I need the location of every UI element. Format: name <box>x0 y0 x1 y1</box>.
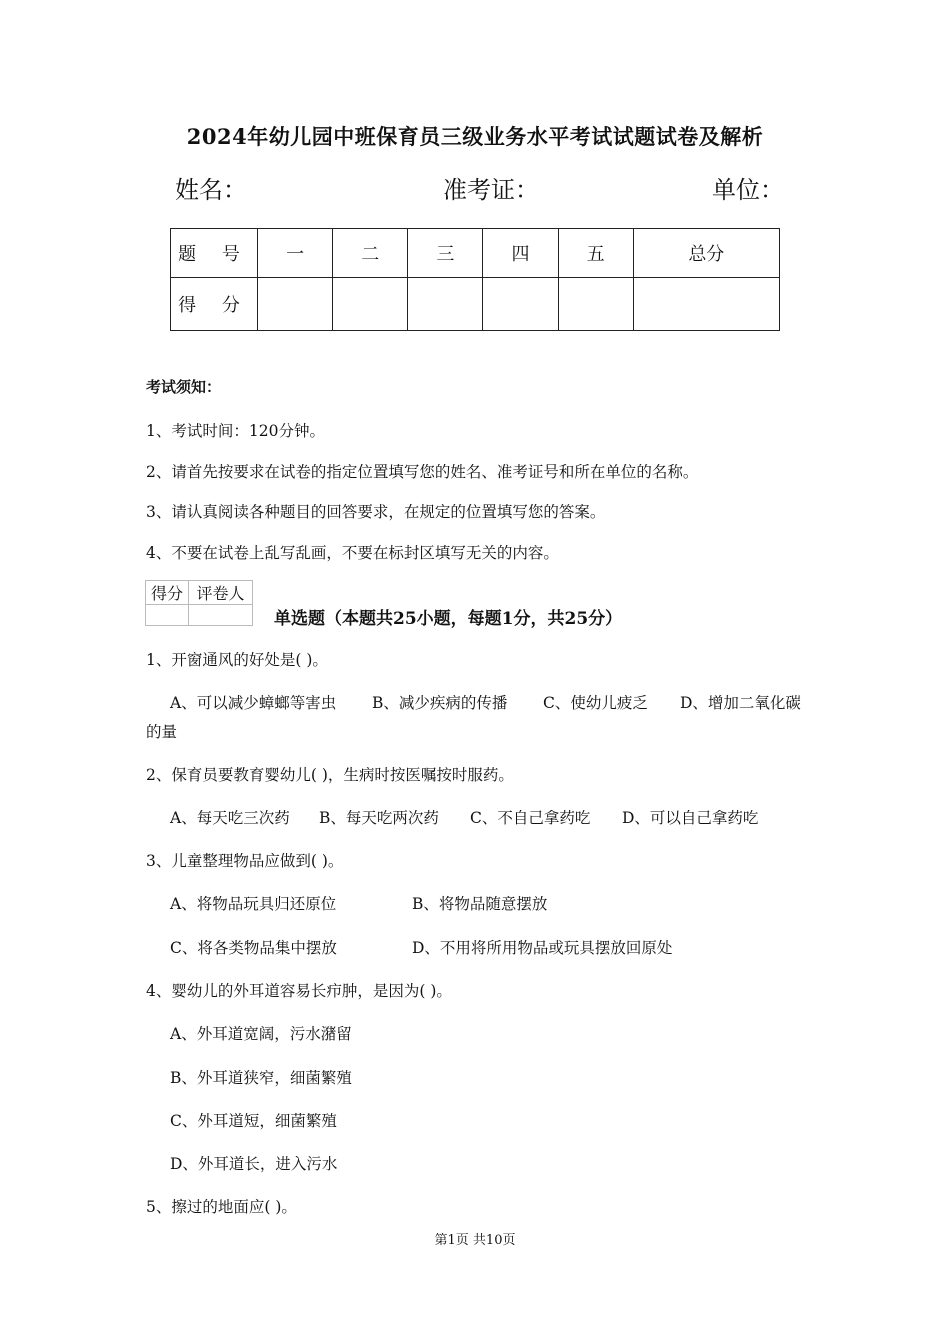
option-d: D、不用将所用物品或玩具摆放回原处 <box>412 939 673 957</box>
score-table-score-row <box>171 278 780 331</box>
option-d: D、外耳道长，进入污水 <box>170 1155 338 1173</box>
score-cell <box>258 278 333 331</box>
section-title: 单选题（本题共25小题，每题1分，共25分） <box>274 609 623 629</box>
name-label: 姓名： <box>175 176 247 204</box>
option-d: D、增加二氧化碳 <box>680 694 801 712</box>
score-cell <box>408 278 483 331</box>
grader-box <box>145 580 253 626</box>
exam-id-label: 准考证： <box>443 176 539 204</box>
page-footer: 第1页 共10页 <box>434 1233 516 1248</box>
grader-score-label: 得分 <box>146 581 189 605</box>
option-c: C、不自己拿药吃 <box>470 809 591 827</box>
notice-item: 1、考试时间：120分钟。 <box>146 422 325 440</box>
notice-heading: 考试须知： <box>146 378 222 396</box>
score-col-2: 二 <box>333 229 408 278</box>
grader-name-label: 评卷人 <box>189 581 253 605</box>
option-c: C、将各类物品集中摆放 <box>170 939 337 957</box>
score-col-total: 总分 <box>633 229 779 278</box>
option-a: A、外耳道宽阔，污水潴留 <box>170 1025 352 1043</box>
option-a: A、可以减少蟑螂等害虫 <box>170 694 337 712</box>
score-cell <box>633 278 779 331</box>
grader-score-cell <box>146 605 189 626</box>
score-col-1: 一 <box>258 229 333 278</box>
notice-item: 3、请认真阅读各种题目的回答要求，在规定的位置填写您的答案。 <box>146 503 606 521</box>
question-stem: 5、擦过的地面应( )。 <box>146 1198 297 1216</box>
option-c: C、使幼儿疲乏 <box>543 694 648 712</box>
score-label: 得 分 <box>171 278 258 331</box>
option-b: B、每天吃两次药 <box>319 809 439 827</box>
grader-name-cell <box>189 605 253 626</box>
option-continuation: 的量 <box>146 723 178 741</box>
unit-label: 单位： <box>712 176 784 204</box>
option-a: A、将物品玩具归还原位 <box>170 895 337 913</box>
score-col-4: 四 <box>483 229 558 278</box>
question-stem: 4、婴幼儿的外耳道容易长疖肿，是因为( )。 <box>146 982 452 1000</box>
option-d: D、可以自己拿药吃 <box>622 809 759 827</box>
question-number-label: 题 号 <box>171 229 258 278</box>
option-b: B、将物品随意摆放 <box>412 895 548 913</box>
option-b: B、减少疾病的传播 <box>372 694 508 712</box>
score-cell <box>483 278 558 331</box>
option-c: C、外耳道短，细菌繁殖 <box>170 1112 337 1130</box>
question-stem: 1、开窗通风的好处是( )。 <box>146 651 328 669</box>
score-table <box>170 228 780 331</box>
option-a: A、每天吃三次药 <box>170 809 290 827</box>
score-cell <box>558 278 633 331</box>
score-col-3: 三 <box>408 229 483 278</box>
score-col-5: 五 <box>558 229 633 278</box>
notice-item: 2、请首先按要求在试卷的指定位置填写您的姓名、准考证号和所在单位的名称。 <box>146 463 699 481</box>
score-cell <box>333 278 408 331</box>
document-title: 2024年幼儿园中班保育员三级业务水平考试试题试卷及解析 <box>186 124 764 149</box>
score-table-header-row <box>171 229 780 278</box>
question-stem: 2、保育员要教育婴幼儿( )，生病时按医嘱按时服药。 <box>146 766 514 784</box>
notice-item: 4、不要在试卷上乱写乱画，不要在标封区填写无关的内容。 <box>146 544 559 562</box>
option-b: B、外耳道狭窄，细菌繁殖 <box>170 1069 352 1087</box>
question-stem: 3、儿童整理物品应做到( )。 <box>146 852 344 870</box>
